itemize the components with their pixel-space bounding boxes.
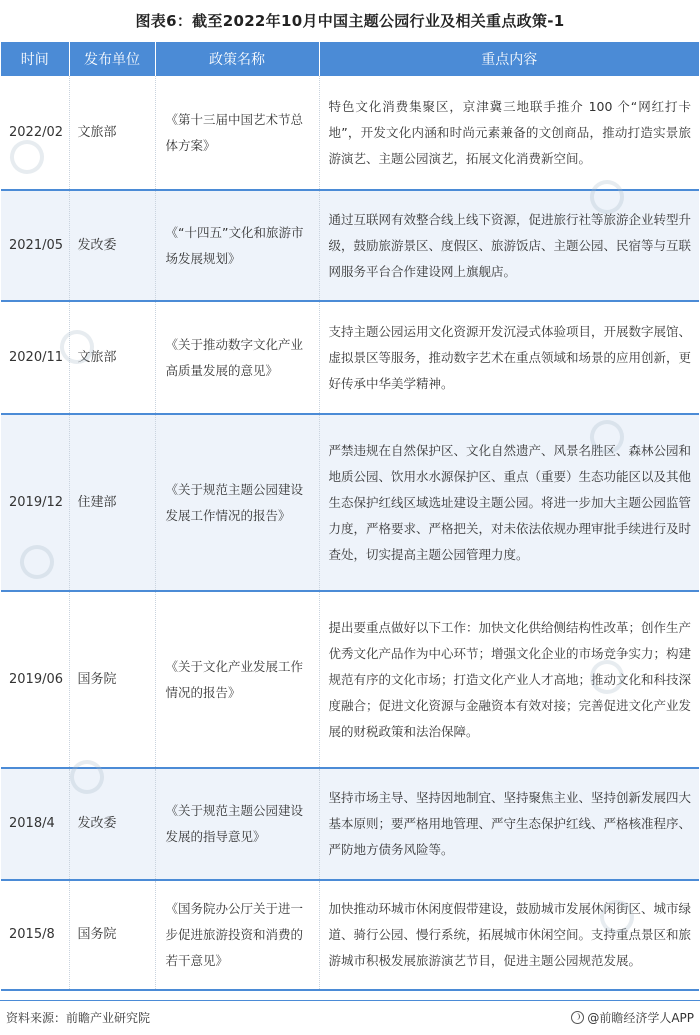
header-policy-name: 政策名称	[155, 42, 319, 76]
footer	[0, 1000, 700, 1035]
header-unit: 发布单位	[69, 42, 155, 76]
header-content: 重点内容	[319, 42, 699, 76]
table-row	[1, 414, 699, 591]
table-row	[1, 76, 699, 190]
cell-unit: 国务院	[69, 591, 155, 768]
brand-text: @前瞻经济学人APP	[587, 1011, 694, 1025]
table-header-row	[1, 42, 699, 76]
chart-title: 图表6：截至2022年10月中国主题公园行业及相关重点政策-1	[135, 12, 565, 30]
cell-policy-name: 《“十四五”文化和旅游市场发展规划》	[155, 190, 319, 301]
cell-date: 2018/4	[1, 768, 69, 880]
cell-policy-name: 《国务院办公厅关于进一步促进旅游投资和消费的若干意见》	[155, 880, 319, 990]
cell-date: 2022/02	[1, 76, 69, 190]
brand-logo-icon	[571, 1011, 584, 1024]
table-row	[1, 591, 699, 768]
brand-credit	[571, 1009, 694, 1026]
cell-unit: 国务院	[69, 880, 155, 990]
cell-date: 2015/8	[1, 880, 69, 990]
cell-content: 特色文化消费集聚区，京津冀三地联手推介 100 个“网红打卡地”，开发文化内涵和时尚元素兼备的文创商品，推动打造实景旅游演艺、主题公园演艺，拓展文化消费新空间。	[319, 76, 699, 190]
cell-content: 提出要重点做好以下工作：加快文化供给侧结构性改革；创作生产优秀文化产品作为中心环节；增强文化企业的市场竞争实力；构建规范有序的文化市场；打造文化产业人才高地；推动文化和科技深度融合；促进文化资源与金融资本有效对接；完善促进文化产业发展的财税政策和法治保障。	[319, 591, 699, 768]
cell-unit: 文旅部	[69, 301, 155, 414]
policy-table	[1, 42, 699, 991]
cell-content: 支持主题公园运用文化资源开发沉浸式体验项目，开展数字展馆、虚拟景区等服务，推动数字艺术在重点领域和场景的应用创新，更好传承中华美学精神。	[319, 301, 699, 414]
cell-unit: 文旅部	[69, 76, 155, 190]
cell-unit: 住建部	[69, 414, 155, 591]
cell-content: 严禁违规在自然保护区、文化自然遗产、风景名胜区、森林公园和地质公园、饮用水水源保护区、重点（重要）生态功能区以及其他生态保护红线区域选址建设主题公园。将进一步加大主题公园监管力度，严格要求、严格把关，对未依法依规办理审批手续进行及时查处，切实提高主题公园管理力度。	[319, 414, 699, 591]
table-row	[1, 301, 699, 414]
cell-policy-name: 《第十三届中国艺术节总体方案》	[155, 76, 319, 190]
cell-policy-name: 《关于文化产业发展工作情况的报告》	[155, 591, 319, 768]
cell-date: 2020/11	[1, 301, 69, 414]
cell-content: 通过互联网有效整合线上线下资源，促进旅行社等旅游企业转型升级，鼓励旅游景区、度假区、旅游饭店、主题公园、民宿等与互联网服务平台合作建设网上旗舰店。	[319, 190, 699, 301]
cell-content: 坚持市场主导、坚持因地制宜、坚持聚焦主业、坚持创新发展四大基本原则；要严格用地管理、严守生态保护红线、严格核准程序、严防地方债务风险等。	[319, 768, 699, 880]
table-row	[1, 768, 699, 880]
table-row	[1, 190, 699, 301]
table-row	[1, 880, 699, 990]
cell-date: 2019/06	[1, 591, 69, 768]
cell-content: 加快推动环城市休闲度假带建设，鼓励城市发展休闲街区、城市绿道、骑行公园、慢行系统，拓展城市休闲空间。支持重点景区和旅游城市积极发展旅游演艺节目，促进主题公园规范发展。	[319, 880, 699, 990]
cell-date: 2019/12	[1, 414, 69, 591]
cell-unit: 发改委	[69, 768, 155, 880]
cell-unit: 发改委	[69, 190, 155, 301]
header-date: 时间	[1, 42, 69, 76]
cell-policy-name: 《关于规范主题公园建设发展的指导意见》	[155, 768, 319, 880]
cell-policy-name: 《关于推动数字文化产业高质量发展的意见》	[155, 301, 319, 414]
cell-policy-name: 《关于规范主题公园建设发展工作情况的报告》	[155, 414, 319, 591]
source-note: 资料来源：前瞻产业研究院	[6, 1011, 151, 1025]
policy-table-container	[1, 42, 699, 991]
cell-date: 2021/05	[1, 190, 69, 301]
